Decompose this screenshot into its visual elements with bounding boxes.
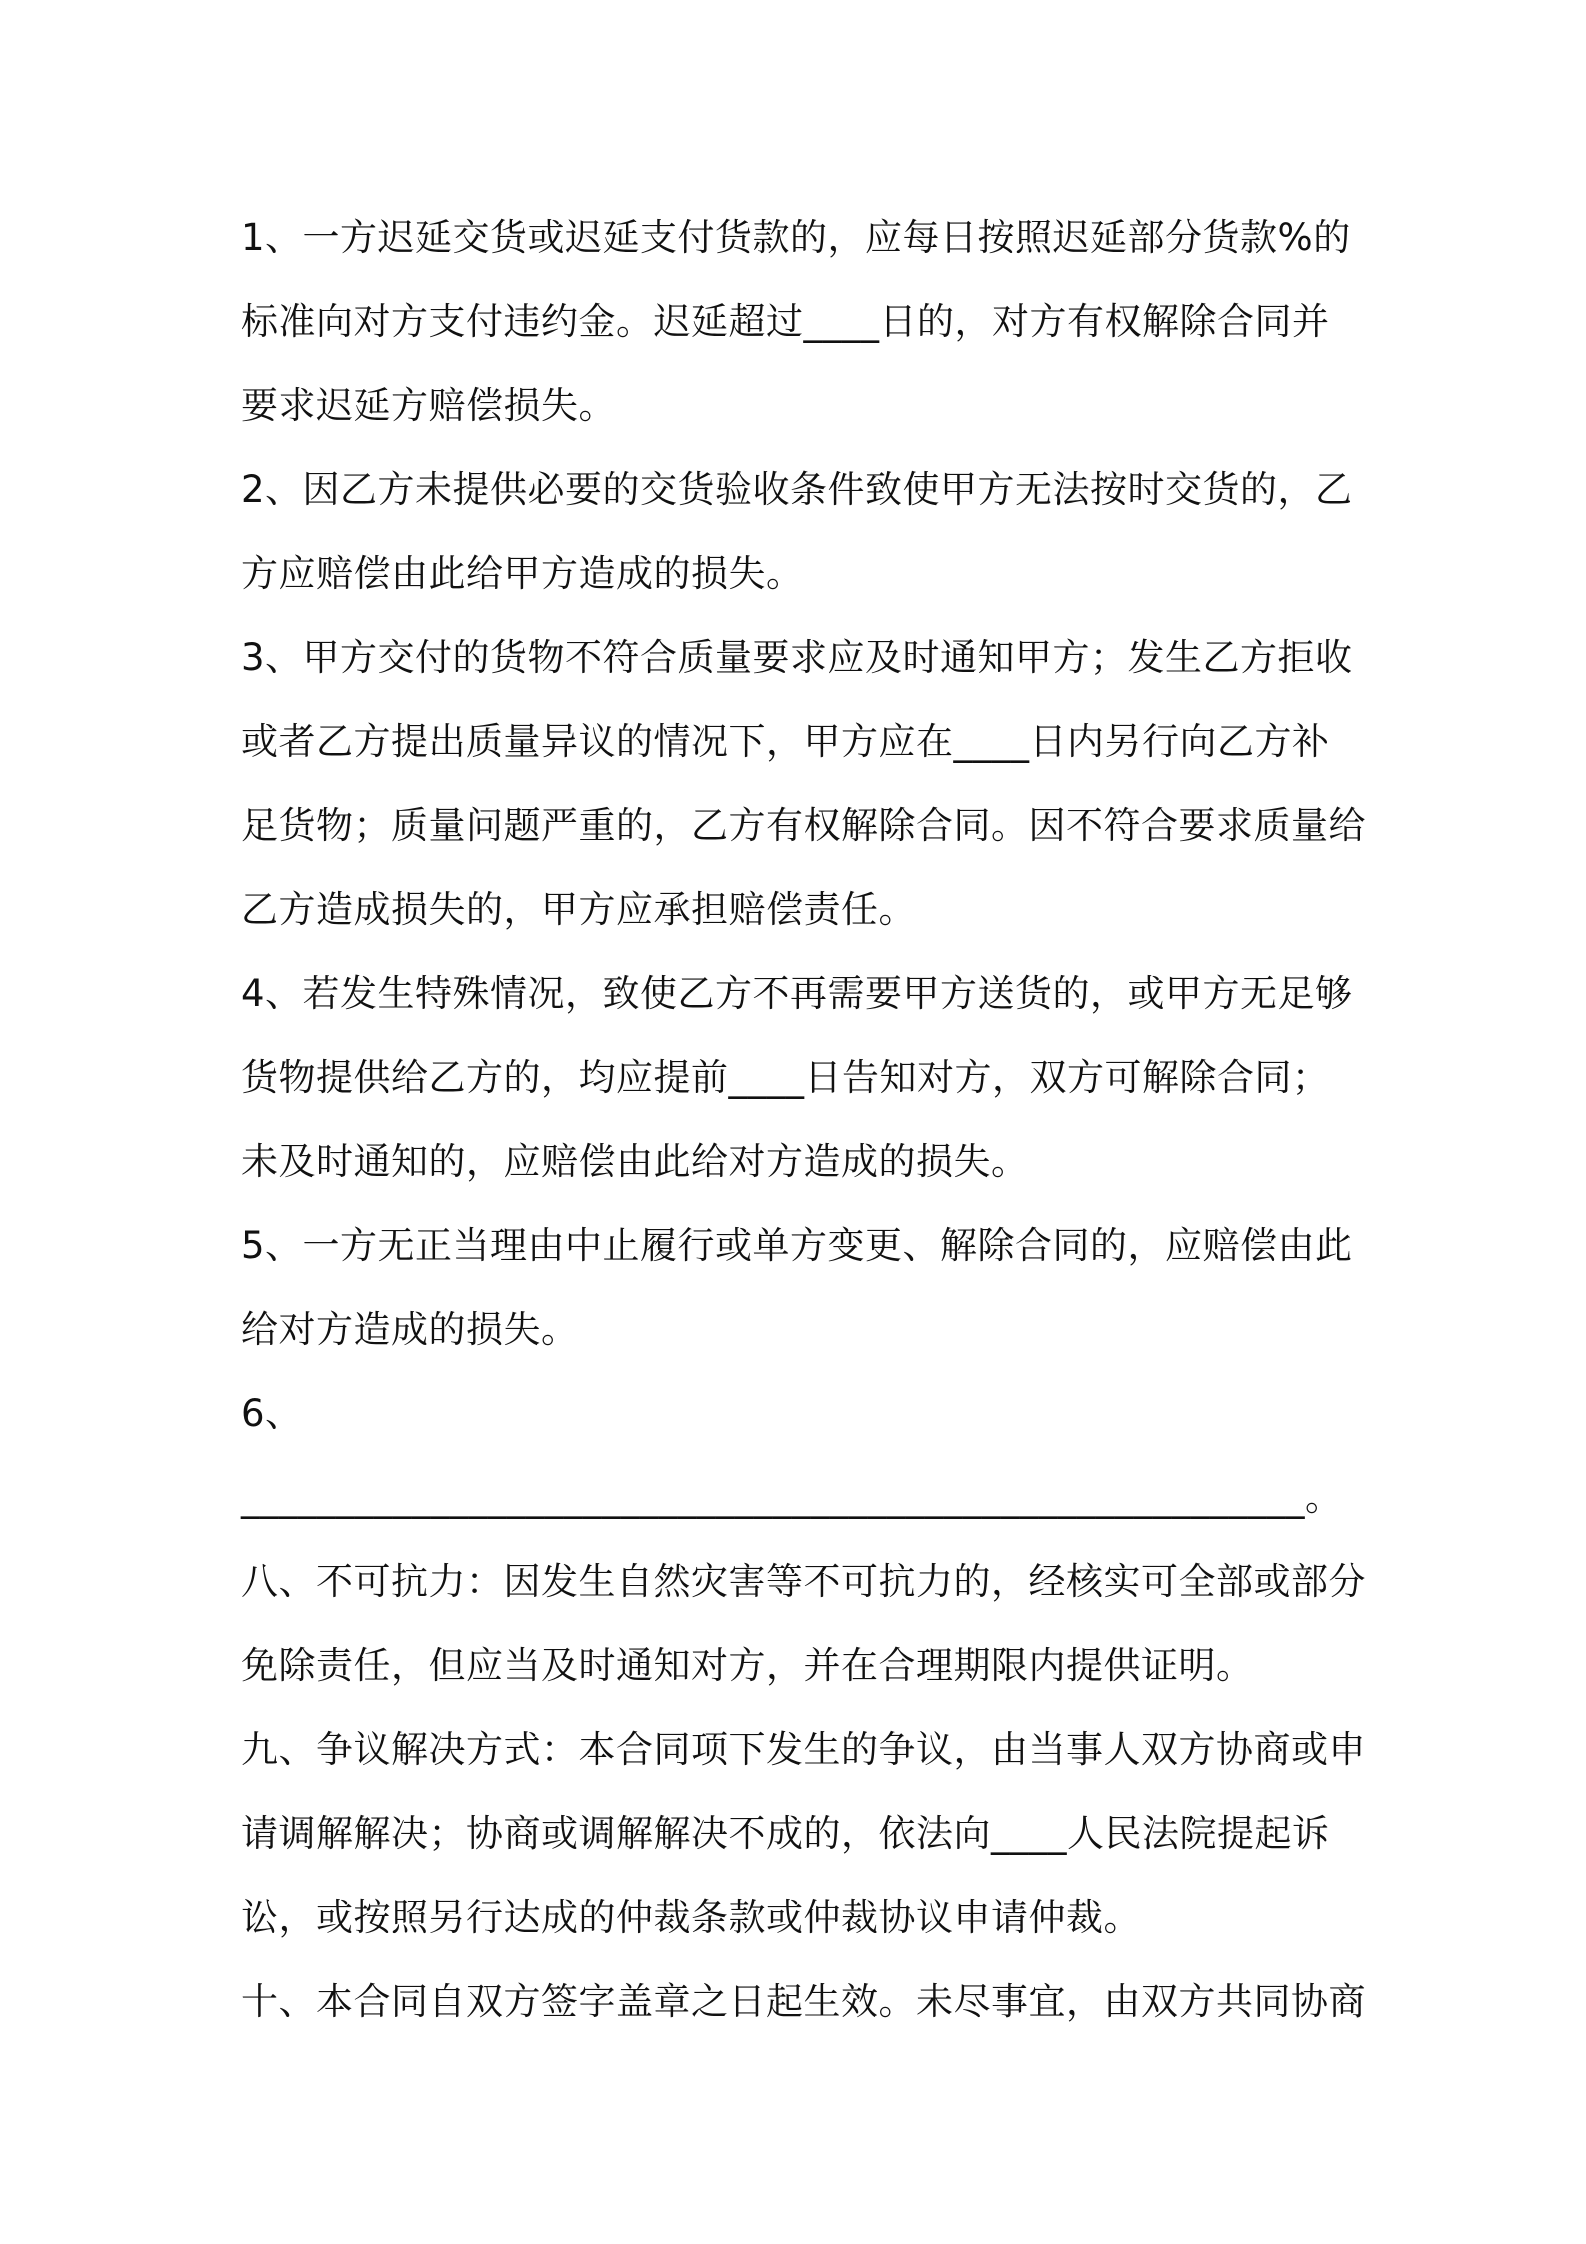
text-line: 足货物；质量问题严重的，乙方有权解除合同。因不符合要求质量给: [241, 804, 1366, 847]
text-line: 请调解解决；协商或调解解决不成的，依法向____人民法院提起诉: [241, 1812, 1330, 1855]
text-line: 1、一方迟延交货或迟延支付货款的，应每日按照迟延部分货款%的: [241, 216, 1351, 259]
text-line: 3、甲方交付的货物不符合质量要求应及时通知甲方；发生乙方拒收: [241, 636, 1353, 679]
text-line: 2、因乙方未提供必要的交货验收条件致使甲方无法按时交货的，乙: [241, 468, 1353, 511]
text-line: ________________________________________________________。: [241, 1476, 1343, 1519]
text-line: 未及时通知的，应赔偿由此给对方造成的损失。: [241, 1140, 1029, 1183]
text-line: 或者乙方提出质量异议的情况下，甲方应在____日内另行向乙方补: [241, 720, 1330, 763]
text-line: 讼，或按照另行达成的仲裁条款或仲裁协议申请仲裁。: [241, 1896, 1141, 1939]
text-line: 十、本合同自双方签字盖章之日起生效。未尽事宜，由双方共同协商: [241, 1980, 1366, 2023]
text-line: 4、若发生特殊情况，致使乙方不再需要甲方送货的，或甲方无足够: [241, 972, 1353, 1015]
text-line: 免除责任，但应当及时通知对方，并在合理期限内提供证明。: [241, 1644, 1254, 1687]
text-line: 九、争议解决方式：本合同项下发生的争议，由当事人双方协商或申: [241, 1728, 1366, 1771]
text-line: 乙方造成损失的，甲方应承担赔偿责任。: [241, 888, 916, 931]
text-line: 八、不可抗力：因发生自然灾害等不可抗力的，经核实可全部或部分: [241, 1560, 1366, 1603]
text-line: 要求迟延方赔偿损失。: [241, 384, 616, 427]
text-line: 方应赔偿由此给甲方造成的损失。: [241, 552, 804, 595]
text-line: 给对方造成的损失。: [241, 1308, 579, 1351]
text-line: 5、一方无正当理由中止履行或单方变更、解除合同的，应赔偿由此: [241, 1224, 1353, 1267]
text-line: 标准向对方支付违约金。迟延超过____日的，对方有权解除合同并: [241, 300, 1330, 343]
contract-text: [241, 196, 1366, 2044]
text-line: 货物提供给乙方的，均应提前____日告知对方，双方可解除合同；: [241, 1056, 1330, 1099]
text-line: 6、: [241, 1392, 303, 1435]
